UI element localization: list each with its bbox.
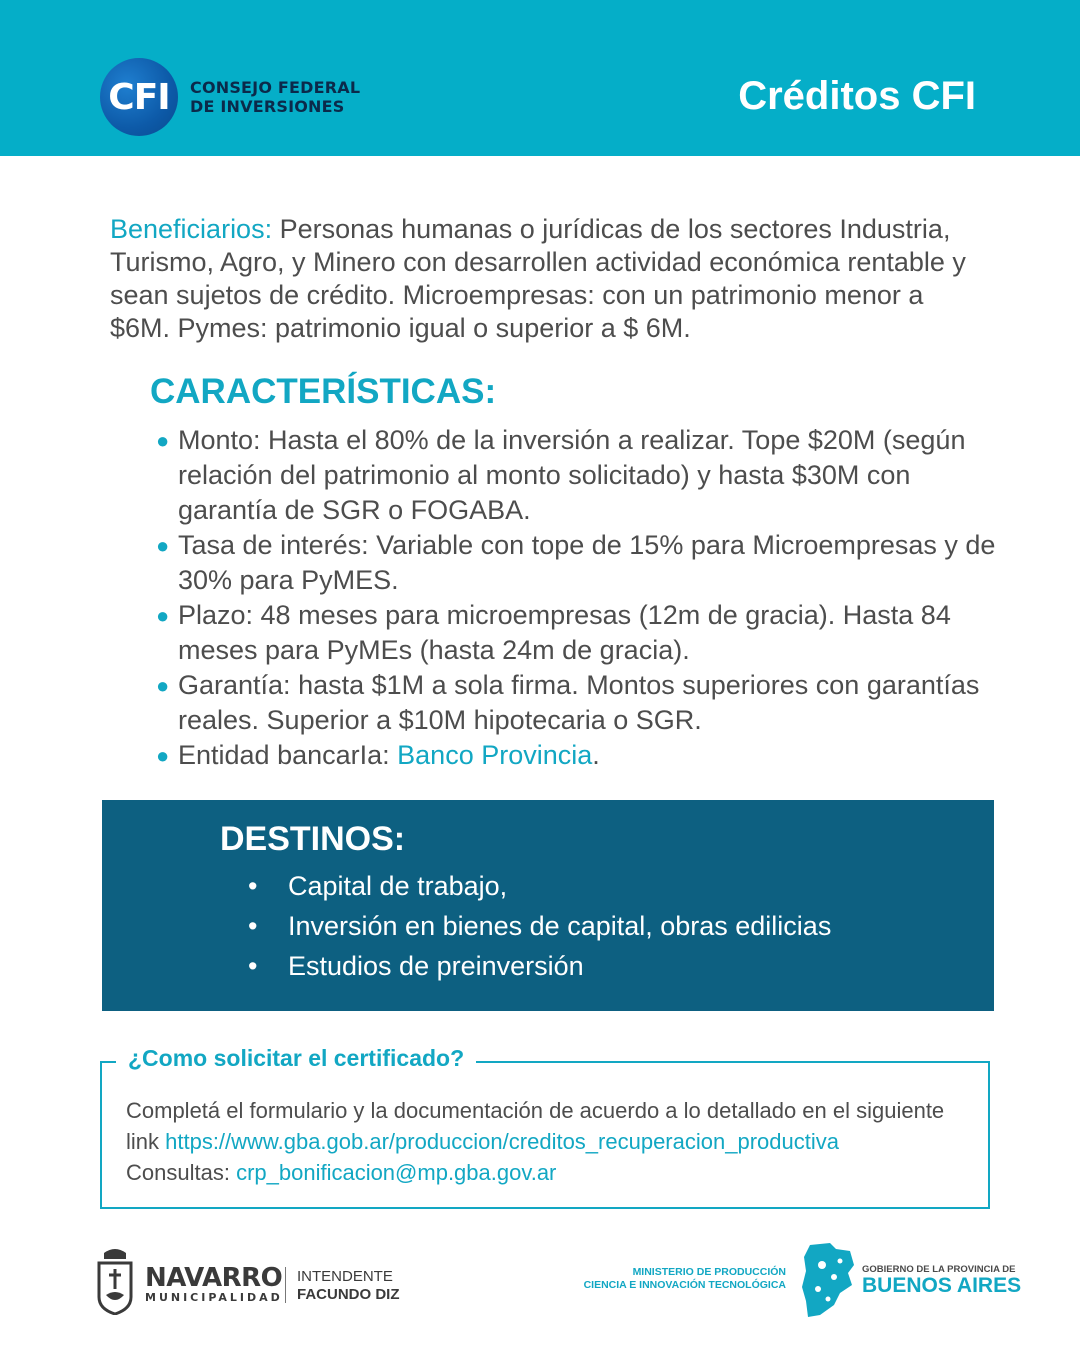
gobierno-small-text: GOBIERNO DE LA PROVINCIA DE <box>862 1264 1016 1275</box>
cfi-logo-text <box>190 78 360 116</box>
destino-text: Inversión en bienes de capital, obras edilicias <box>288 911 832 941</box>
list-item <box>248 946 831 986</box>
banco-provincia-link[interactable]: Banco Provincia <box>397 740 593 770</box>
header-banner <box>0 0 1080 156</box>
beneficiarios-paragraph <box>110 213 990 345</box>
list-item <box>150 598 1010 668</box>
beneficiarios-label: Beneficiarios: <box>110 214 273 244</box>
ministerio-line2: CIENCIA E INNOVACIÓN TECNOLÓGICA <box>583 1279 786 1291</box>
page-title: Créditos CFI <box>738 74 976 118</box>
bullet-icon: • <box>248 911 258 941</box>
intendente-name: FACUNDO DIZ <box>297 1286 400 1303</box>
beneficiarios-text: Personas humanas o jurídicas de los sectores Industria, Turismo, Agro, y Minero con desarrollen actividad económica rentable y sean sujetos de crédito. Microempresas: con un patrimonio menor a $6M. Pymes: patrimonio igual o superior a $ 6M. <box>110 214 966 343</box>
destinos-title: DESTINOS: <box>220 820 406 858</box>
destinos-list <box>248 866 831 986</box>
ministerio-logo-text <box>584 1266 786 1292</box>
footer-logos <box>0 1235 1080 1325</box>
cfi-logo-line1: CONSEJO FEDERAL <box>190 78 361 97</box>
caracteristica-text: Tasa de interés: Variable con tope de 15% para Microempresas y de 30% para PyMES. <box>178 530 996 595</box>
solicitar-text <box>126 1095 976 1188</box>
caracteristica-text: Monto: Hasta el 80% de la inversión a realizar. Tope $20M (según relación del patrimonio al monto solicitado) y hasta $30M con garantía de SGR o FOGABA. <box>178 425 966 525</box>
entidad-suffix: . <box>592 740 600 770</box>
navarro-shield-icon <box>96 1245 134 1315</box>
solicitar-link[interactable]: https://www.gba.gob.ar/produccion/creditos_recuperacion_productiva <box>165 1129 839 1154</box>
navarro-subtitle: MUNICIPALIDAD <box>145 1291 283 1304</box>
list-item <box>248 866 831 906</box>
consultas-label: Consultas: <box>126 1160 237 1185</box>
intendente-block <box>297 1268 400 1304</box>
cfi-logo-line2: DE INVERSIONES <box>190 97 345 116</box>
solicitar-box <box>100 1045 990 1209</box>
navarro-name: NAVARRO <box>145 1263 283 1293</box>
destino-text: Estudios de preinversión <box>288 951 584 981</box>
bullet-icon: ● <box>156 603 170 628</box>
bullet-icon: ● <box>156 673 170 698</box>
consultas-email-link[interactable]: crp_bonificacion@mp.gba.gov.ar <box>236 1160 557 1185</box>
solicitar-title: ¿Como solicitar el certificado? <box>116 1045 476 1072</box>
list-item <box>150 668 1010 738</box>
bullet-icon: ● <box>156 533 170 558</box>
bullet-icon: ● <box>156 743 170 768</box>
bullet-icon: ● <box>156 428 170 453</box>
list-item <box>248 906 831 946</box>
caracteristica-text: Garantía: hasta $1M a sola firma. Montos superiores con garantías reales. Superior a $10M hipotecaria o SGR. <box>178 670 980 735</box>
gobierno-big-text: BUENOS AIRES <box>862 1274 1022 1297</box>
destinos-panel <box>102 800 994 1011</box>
list-item <box>150 528 1010 598</box>
destino-text: Capital de trabajo, <box>288 871 508 901</box>
caracteristicas-list <box>150 423 1010 773</box>
caracteristicas-title: CARACTERÍSTICAS: <box>150 372 497 411</box>
cfi-logo <box>100 58 360 136</box>
solicitar-instructions: Completá el formulario y la documentación de acuerdo a lo detallado en el siguiente link <box>126 1098 945 1154</box>
entidad-label: Entidad bancarIa: <box>178 740 398 770</box>
footer-divider <box>285 1267 286 1303</box>
buenos-aires-map-icon <box>800 1241 856 1319</box>
ministerio-line1: MINISTERIO DE PRODUCCIÓN <box>632 1266 786 1278</box>
list-item <box>150 423 1010 528</box>
bullet-icon: • <box>248 871 258 901</box>
intendente-label: INTENDENTE <box>297 1268 393 1285</box>
list-item <box>150 738 1010 773</box>
gobierno-logo-text <box>862 1264 1021 1297</box>
caracteristica-text: Plazo: 48 meses para microempresas (12m de gracia). Hasta 84 meses para PyMEs (hasta 24m de gracia). <box>178 600 951 665</box>
cfi-logo-badge: CFI <box>100 58 178 136</box>
bullet-icon: • <box>248 951 258 981</box>
